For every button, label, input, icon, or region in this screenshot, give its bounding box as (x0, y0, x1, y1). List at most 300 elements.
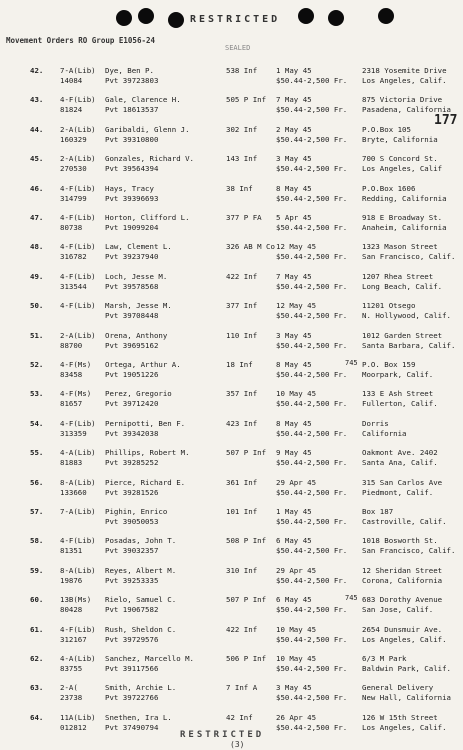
entry-date-pay (276, 507, 360, 527)
entry-pay: $50.44-2,500 Fr. (276, 105, 348, 115)
entry-unit (226, 242, 276, 252)
entry-date-pay (276, 125, 360, 145)
entry-pay: $50.44-2,500 Fr. (276, 428, 348, 438)
entry-num: 57. (30, 507, 44, 516)
entry-city: Anaheim, California (362, 223, 447, 232)
entry-code: 7-A(Lib) (60, 66, 96, 75)
entry-rank: Pvt 19099204 (105, 223, 159, 232)
entry-unit: 422 Inf (226, 624, 258, 634)
entry-name (105, 213, 223, 233)
entry-unit (226, 389, 276, 399)
entry-pay: $50.44-2,500 Fr. (276, 575, 348, 585)
entry-rank: Pvt 39032357 (105, 546, 159, 556)
entry-name: Perez, Gregorio (105, 389, 172, 399)
entry-pay: $50.44-2,500 Fr. (276, 340, 348, 350)
entry-unit (226, 625, 276, 635)
entry-code: 4-A(Lib) (60, 654, 96, 663)
entry-address (362, 713, 460, 733)
entry-code (60, 713, 104, 733)
entry-code: 2-A( (60, 683, 78, 693)
entry-street: P.O.Box 105 (362, 124, 411, 134)
entry-number (30, 625, 46, 635)
entry-serial: 316782 (60, 252, 87, 262)
entry-serial: 80738 (60, 223, 83, 232)
entry-code (60, 213, 104, 233)
entry-name: Snethen, Ira L. (105, 712, 172, 722)
entry-unit (226, 331, 276, 341)
entry-serial: 83755 (60, 664, 83, 673)
entry-serial: 81824 (60, 105, 83, 115)
entry-date: 7 May 45 (276, 95, 312, 105)
entry-city: Fullerton, Calif. (362, 399, 438, 409)
entry-city: Los Angeles, Calif. (362, 76, 447, 85)
entry-number (30, 683, 46, 693)
entry-name (105, 419, 223, 439)
entry-serial: 012812 (60, 722, 87, 732)
entry-pay: $50.44-2,500 Fr. (276, 458, 348, 468)
entry-date: 29 Apr 45 (276, 565, 317, 575)
entry-pay: $50.44-2,500 Fr. (276, 370, 348, 379)
entry-code (60, 389, 104, 409)
entry-code: 4-F(Lib) (60, 418, 96, 428)
entry-code: 11A(Lib) (60, 712, 96, 722)
entry-num: 59. (30, 565, 44, 575)
entry-address (362, 154, 460, 174)
entry-street: 1018 Bosworth St. (362, 536, 438, 546)
entry-name: Horton, Clifford L. (105, 213, 190, 222)
entry-street: Dorris (362, 418, 389, 428)
entry-number (30, 566, 46, 576)
entry-city: Santa Ana, Calif. (362, 458, 438, 468)
entry-name: Gale, Clarence H. (105, 95, 181, 105)
entry-address (362, 507, 460, 527)
entry-city: Bryte, California (362, 134, 438, 144)
entry-code (60, 448, 104, 468)
entry-num: 47. (30, 213, 44, 222)
entry-name (105, 272, 223, 292)
entry-street: 700 S Concord St. (362, 154, 438, 164)
entry-name (105, 478, 223, 498)
entry-unit: 423 Inf (226, 418, 258, 428)
entry-pay: $50.44-2,500 Fr. (276, 399, 348, 409)
entry-street: 683 Dorothy Avenue (362, 595, 443, 605)
entry-name: Posadas, John T. (105, 536, 177, 546)
entry-street: 133 E Ash Street (362, 389, 434, 399)
entry-name (105, 184, 223, 204)
entry-date: 12 May 45 (276, 242, 317, 252)
entry-code (60, 566, 104, 586)
header-stamp: SEALED (225, 44, 251, 52)
entry-unit: 361 Inf (226, 477, 258, 487)
entry-date-pay (276, 184, 360, 204)
entry-unit (226, 125, 276, 135)
punch-hole (138, 8, 154, 24)
entry-marker: 745 (345, 359, 358, 367)
entry-number (30, 242, 46, 252)
entry-unit (226, 595, 276, 605)
entry-serial: 81883 (60, 458, 83, 468)
entry-date-pay (276, 272, 360, 292)
entry-rank: Pvt 39050053 (105, 517, 159, 526)
entry-street: General Delivery (362, 683, 434, 693)
entry-code (60, 360, 104, 380)
entry-address (362, 331, 460, 351)
entry-unit: 422 Inf (226, 271, 258, 281)
entry-unit: 377 P FA (226, 213, 262, 222)
entry-rank: Pvt 39342038 (105, 428, 159, 438)
entry-number (30, 419, 46, 429)
entry-unit: 538 Inf (226, 66, 258, 75)
entry-name (105, 625, 223, 645)
entry-address (362, 360, 460, 380)
entry-date: 8 May 45 (276, 183, 312, 193)
entry-name: Reyes, Albert M. (105, 565, 177, 575)
entry-name (105, 360, 223, 380)
entry-serial: 270530 (60, 164, 87, 174)
entry-code: 4-F(Lib) (60, 301, 96, 311)
entry-num: 63. (30, 683, 44, 693)
punch-hole (168, 12, 184, 28)
entry-code (60, 301, 104, 311)
entry-street: 1012 Garden Street (362, 330, 443, 340)
entry-city: New Hall, California (362, 693, 451, 703)
entry-code: 4-F(Lib) (60, 624, 96, 634)
entry-number (30, 389, 46, 399)
entry-code: 2-A(Lib) (60, 154, 96, 164)
entry-number (30, 654, 46, 664)
entry-city: Pasadena, California (362, 105, 451, 115)
entry-street: P.O. Box 159 (362, 360, 416, 369)
entry-unit (226, 683, 276, 693)
entry-name: Sanchez, Marcello M. (105, 654, 194, 663)
entry-code: 4-A(Lib) (60, 448, 96, 458)
entry-address (362, 213, 460, 233)
entry-number (30, 154, 46, 164)
restricted-header: RESTRICTED (190, 14, 281, 25)
entry-date: 3 May 45 (276, 683, 312, 693)
entry-address (362, 683, 460, 703)
entry-num: 53. (30, 389, 44, 399)
entry-date-pay (276, 625, 360, 645)
entry-name (105, 331, 223, 351)
entry-rank: Pvt 39708448 (105, 311, 159, 321)
entry-date-pay (276, 478, 360, 498)
entry-street: 11201 Otsego (362, 301, 416, 311)
entry-code: 2-A(Lib) (60, 330, 96, 340)
entry-code: 4-F(Lib) (60, 183, 96, 193)
entry-pay: $50.44-2,500 Fr. (276, 605, 348, 615)
entry-pay: $50.44-2,500 Fr. (276, 722, 348, 732)
entry-number (30, 507, 46, 517)
entry-code: 8-A(Lib) (60, 477, 96, 487)
entry-name (105, 125, 223, 145)
entry-unit: 143 Inf (226, 154, 258, 164)
punch-hole (116, 10, 132, 26)
entry-address (362, 566, 460, 586)
entry-unit: 110 Inf (226, 330, 258, 340)
entry-unit (226, 301, 276, 311)
entry-num: 52. (30, 360, 44, 369)
entry-address (362, 184, 460, 204)
entry-date: 12 May 45 (276, 301, 317, 311)
entry-pay: $50.44-2,500 Fr. (276, 546, 348, 556)
entry-unit: 508 P Inf (226, 536, 267, 546)
punch-hole (378, 8, 394, 24)
entry-date-pay (276, 389, 360, 409)
entry-number (30, 595, 46, 605)
entry-name (105, 683, 223, 703)
entry-code (60, 95, 104, 115)
entry-name (105, 595, 223, 615)
entry-rank: Pvt 18613537 (105, 105, 159, 115)
entry-rank: Pvt 39722766 (105, 693, 159, 703)
entry-name: Smith, Archie L. (105, 683, 177, 693)
entry-unit (226, 419, 276, 429)
entry-pay: $50.44-2,500 Fr. (276, 634, 348, 644)
entry-city: California (362, 428, 407, 438)
entry-address (362, 66, 460, 86)
entry-name: Ortega, Arthur A. (105, 360, 181, 369)
entry-rank: Pvt 39281526 (105, 487, 159, 497)
entry-unit: 507 P Inf (226, 448, 267, 458)
entry-address (362, 536, 460, 556)
entry-code: 4-F(Lib) (60, 242, 96, 252)
entry-pay: $50.44-2,500 Fr. (276, 252, 348, 262)
entry-serial: 314799 (60, 193, 87, 203)
entry-unit: 38 Inf (226, 183, 253, 193)
entry-unit (226, 507, 276, 517)
entry-name: Hays, Tracy (105, 183, 154, 193)
entry-unit: 357 Inf (226, 389, 258, 399)
entry-address (362, 272, 460, 292)
entry-num: 58. (30, 536, 44, 546)
entry-name (105, 536, 223, 556)
entry-num: 64. (30, 712, 44, 722)
entry-num: 42. (30, 66, 44, 75)
entry-pay: $50.44-2,500 Fr. (276, 76, 348, 85)
entry-date: 1 May 45 (276, 66, 312, 75)
entry-unit (226, 478, 276, 488)
entry-date: 29 Apr 45 (276, 477, 317, 487)
entry-street: 1323 Mason Street (362, 242, 438, 252)
entry-name (105, 448, 223, 468)
entry-number (30, 331, 46, 341)
entry-num: 54. (30, 418, 44, 428)
entry-city: San Francisco, Calif. (362, 546, 456, 556)
entry-number (30, 125, 46, 135)
entry-address (362, 95, 460, 115)
entry-code (60, 536, 104, 556)
entry-unit: 18 Inf (226, 360, 253, 369)
entry-rank: Pvt 19067582 (105, 605, 159, 615)
entry-code (60, 683, 104, 703)
entry-street: Oakmont Ave. 2402 (362, 448, 438, 458)
entry-code: 8-A(Lib) (60, 565, 96, 575)
entry-city: Moorpark, Calif. (362, 370, 434, 379)
entry-code (60, 66, 104, 86)
entry-num: 55. (30, 448, 44, 458)
entry-date: 8 May 45 (276, 360, 312, 369)
entry-address (362, 301, 460, 321)
entry-date: 3 May 45 (276, 154, 312, 164)
entry-rank: Pvt 39285252 (105, 458, 159, 468)
entry-unit (226, 360, 276, 370)
entry-num: 48. (30, 242, 44, 252)
entry-pay: $50.44-2,500 Fr. (276, 193, 348, 203)
entry-city: Los Angeles, Calif. (362, 722, 447, 732)
entry-num: 51. (30, 330, 44, 340)
entry-unit: 7 Inf A (226, 683, 258, 693)
entry-date-pay (276, 566, 360, 586)
entry-num: 43. (30, 95, 44, 105)
entry-code (60, 478, 104, 498)
entry-code (60, 154, 104, 174)
entry-name (105, 301, 223, 321)
entry-num: 50. (30, 301, 44, 311)
entry-rank: Pvt 39396693 (105, 193, 159, 203)
entry-unit: 302 Inf (226, 124, 258, 134)
entry-name (105, 154, 223, 174)
entry-unit: 507 P Inf (226, 595, 267, 605)
entry-city: Corona, California (362, 575, 443, 585)
page-number: 177 (434, 113, 458, 128)
entry-pay: $50.44-2,500 Fr. (276, 164, 348, 174)
entry-unit (226, 536, 276, 546)
entry-unit: 310 Inf (226, 565, 258, 575)
entry-name: Orena, Anthony (105, 330, 168, 340)
entry-code (60, 654, 104, 674)
entry-street: 6/3 M Park (362, 654, 407, 663)
entry-code (60, 184, 104, 204)
entry-number (30, 301, 46, 311)
entry-unit (226, 66, 276, 76)
entry-city: Redding, California (362, 193, 447, 203)
entry-name: Garibaldi, Glenn J. (105, 124, 190, 134)
entry-code: 4-F(Lib) (60, 213, 96, 222)
entry-unit: 506 P Inf (226, 654, 267, 663)
entry-address (362, 242, 460, 262)
entry-name: Marsh, Jesse M. (105, 301, 172, 311)
entry-rank: Pvt 39723803 (105, 76, 159, 85)
entry-pay: $50.44-2,500 Fr. (276, 134, 348, 144)
entry-date-pay (276, 654, 360, 674)
entry-address (362, 419, 460, 439)
entry-unit: 42 Inf (226, 712, 253, 722)
entry-unit (226, 654, 276, 664)
entry-name (105, 389, 223, 409)
entry-date-pay (276, 713, 360, 733)
entry-rank: Pvt 19051226 (105, 370, 159, 379)
entry-pay: $50.44-2,500 Fr. (276, 693, 348, 703)
entry-number (30, 95, 46, 105)
entry-name: Rielo, Samuel C. (105, 595, 177, 605)
entry-date: 5 Apr 45 (276, 213, 312, 222)
entry-date-pay (276, 66, 360, 86)
entry-serial: 19876 (60, 575, 83, 585)
entry-rank: Pvt 39237940 (105, 252, 159, 262)
entry-city: Los Angeles, Calif. (362, 634, 447, 644)
movement-orders-header: Movement Orders RO Group E1056-24 (6, 36, 156, 45)
entry-rank: Pvt 39310800 (105, 134, 159, 144)
entry-street: 2654 Dunsmuir Ave. (362, 624, 443, 634)
entry-serial: 312167 (60, 634, 87, 644)
entry-city: N. Hollywood, Calif. (362, 311, 451, 321)
entry-name: Dye, Ben P. (105, 66, 154, 75)
entry-serial: 14084 (60, 76, 83, 85)
entry-street: 12 Sheridan Street (362, 565, 443, 575)
entry-name (105, 242, 223, 262)
entry-code: 7-A(Lib) (60, 507, 96, 516)
entry-number (30, 478, 46, 488)
entry-date: 8 May 45 (276, 418, 312, 428)
entry-pay: $50.44-2,500 Fr. (276, 311, 348, 321)
entry-city: Long Beach, Calif. (362, 281, 443, 291)
entry-name: Pierce, Richard E. (105, 477, 186, 487)
entry-marker: 745 (345, 594, 358, 603)
entry-date: 9 May 45 (276, 448, 312, 458)
entry-number (30, 272, 46, 282)
entry-serial: 83458 (60, 370, 83, 379)
entry-rank: Pvt 37490794 (105, 722, 159, 732)
entry-address (362, 478, 460, 498)
entry-num: 56. (30, 477, 44, 487)
entry-code (60, 125, 104, 145)
entry-city: Castroville, Calif. (362, 517, 447, 526)
entry-num: 44. (30, 124, 44, 134)
entry-code (60, 331, 104, 351)
entry-date-pay (276, 301, 360, 321)
entry-num: 45. (30, 154, 44, 164)
entry-address (362, 125, 460, 145)
entry-date: 6 May 45 (276, 595, 312, 605)
entry-unit: 326 AB M Co (226, 242, 275, 252)
entry-code (60, 419, 104, 439)
entry-name: Gonzales, Richard V. (105, 154, 194, 164)
entry-date: 10 May 45 (276, 389, 317, 399)
entry-date-pay (276, 536, 360, 556)
entry-address (362, 625, 460, 645)
entry-serial: 80428 (60, 605, 83, 615)
entry-date: 26 Apr 45 (276, 712, 317, 722)
entry-street: 875 Victoria Drive (362, 95, 443, 105)
entry-num: 60. (30, 595, 44, 605)
entry-code: 4-F(Ms) (60, 389, 92, 399)
entry-rank: Pvt 39695162 (105, 340, 159, 350)
entry-pay: $50.44-2,500 Fr. (276, 281, 348, 291)
entry-unit (226, 154, 276, 164)
entry-street: P.O.Box 1606 (362, 183, 416, 193)
entry-name: Pighin, Enrico (105, 507, 168, 516)
punch-hole (328, 10, 344, 26)
entry-serial: 81351 (60, 546, 83, 556)
entry-name (105, 95, 223, 115)
entry-code (60, 272, 104, 292)
entry-number (30, 360, 46, 370)
entry-name: Pernipotti, Ben F. (105, 418, 186, 428)
entry-serial: 160329 (60, 134, 87, 144)
entry-city: Santa Barbara, Calif. (362, 340, 456, 350)
entry-date: 10 May 45 (276, 624, 317, 634)
entry-name: Rush, Sheldon C. (105, 624, 177, 634)
entry-city: Los Angeles, Calif (362, 164, 443, 174)
entry-unit (226, 566, 276, 576)
entry-address (362, 654, 460, 674)
entry-date: 10 May 45 (276, 654, 317, 663)
entry-date: 1 May 45 (276, 507, 312, 516)
entry-city: San Francisco, Calif. (362, 252, 456, 262)
entry-rank: Pvt 39253335 (105, 575, 159, 585)
entry-name (105, 507, 223, 527)
